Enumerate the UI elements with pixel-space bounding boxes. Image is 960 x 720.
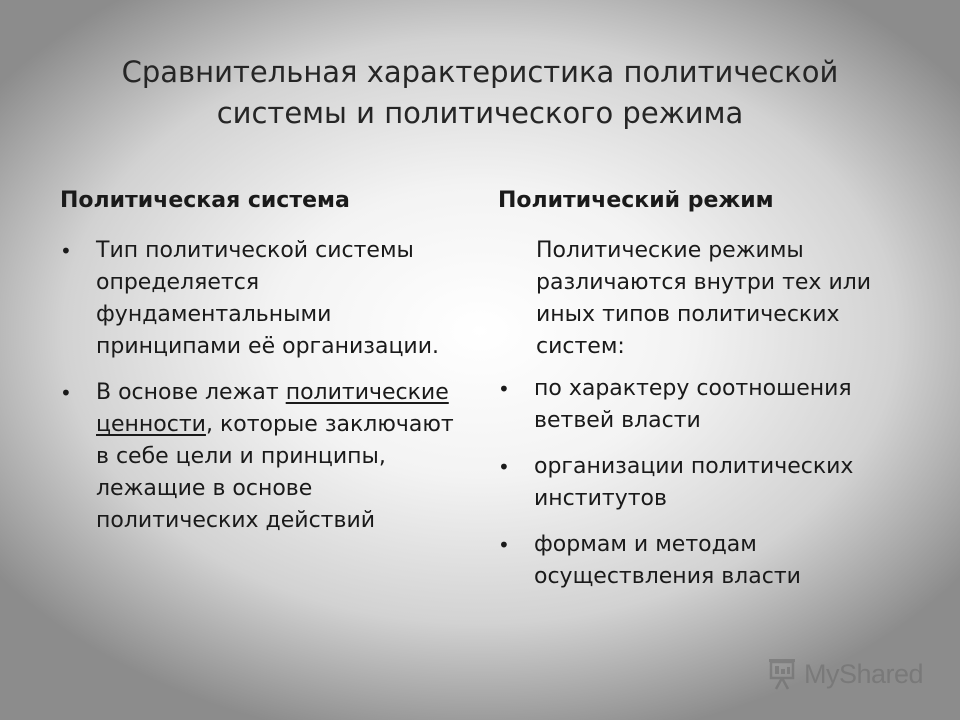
bullet-icon: • <box>60 239 72 263</box>
left-column-heading: Политическая система <box>60 188 350 213</box>
bullet-text-before: В основе лежат <box>96 380 286 405</box>
list-item <box>60 235 465 363</box>
projector-screen-icon <box>766 657 798 691</box>
watermark-logo <box>766 656 923 692</box>
left-bullet-list <box>60 235 465 537</box>
list-item <box>498 529 908 593</box>
bullet-text: по характеру соотношения ветвей власти <box>534 376 852 433</box>
bullet-icon: • <box>498 377 510 401</box>
bullet-text: организации политических институтов <box>534 454 854 511</box>
bullet-text-after: , которые заключают в себе цели и принципы, лежащие в основе политических действий <box>96 412 454 533</box>
bullet-icon: • <box>498 533 510 557</box>
bullet-icon: • <box>60 381 72 405</box>
bullet-icon: • <box>498 455 510 479</box>
list-item <box>498 373 908 437</box>
slide-title: Сравнительная характеристика политической системы и политического режима <box>121 55 839 130</box>
right-column-intro: Политические режимы различаются внутри тех или иных типов политических систем: <box>536 238 872 359</box>
bullet-text-underlined: политические ценности <box>96 380 449 437</box>
right-bullet-list <box>498 373 908 593</box>
right-column <box>498 185 908 607</box>
bullet-text: формам и методам осуществления власти <box>534 532 801 589</box>
list-item <box>60 377 465 537</box>
left-column <box>60 185 465 551</box>
list-item <box>498 451 908 515</box>
bullet-text: Тип политической системы определяется фундаментальными принципами её организации. <box>96 238 440 359</box>
watermark-text: MyShared <box>804 658 924 689</box>
right-column-heading: Политический режим <box>498 188 774 213</box>
